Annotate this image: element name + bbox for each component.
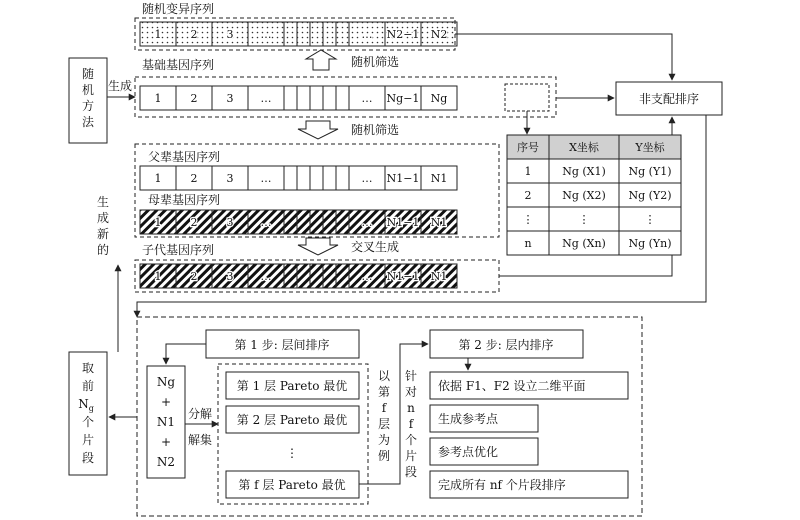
- random-select-label-2: 随机筛选: [351, 123, 400, 137]
- father-cell-label: …: [260, 172, 272, 185]
- father-cell-label: N1−1: [386, 172, 420, 185]
- mother-cell-label: …: [361, 216, 373, 229]
- base-title: 基础基因序列: [142, 58, 215, 72]
- layer-f-label: 第 f 层 Pareto 最优: [238, 478, 346, 492]
- child-cell: [323, 264, 336, 288]
- father-cell: [297, 166, 310, 190]
- child-cell: [284, 264, 297, 288]
- child-sequence: [140, 264, 457, 288]
- layer-2-label: 第 2 层 Pareto 最优: [236, 413, 348, 427]
- coordinate-table: [507, 135, 681, 255]
- base-cell-label: Ng: [430, 92, 448, 105]
- mutation-cell-label: 3: [226, 28, 234, 41]
- father-sequence: [140, 166, 457, 190]
- ng-highlight: [505, 84, 549, 111]
- mutation-cell: [336, 22, 349, 46]
- base-cell-label: 1: [154, 92, 162, 105]
- base-cell: [297, 86, 310, 110]
- mother-cell-label: N1−1: [386, 216, 420, 229]
- base-cell-label: Ng−1: [386, 92, 420, 105]
- table-cell-label: Ng (X1): [562, 165, 606, 178]
- to-step2-arrow: [359, 344, 428, 484]
- father-cell: [310, 166, 323, 190]
- down-hollow-arrow-2: [298, 238, 338, 255]
- mother-cell-label: N1: [430, 216, 448, 229]
- base-cell-label: 3: [226, 92, 234, 105]
- father-cell-label: 1: [154, 172, 162, 185]
- mutation-cell: [297, 22, 310, 46]
- mother-cell: [284, 210, 297, 234]
- cross-label: 交叉生成: [351, 240, 400, 254]
- base-cell: [310, 86, 323, 110]
- father-title: 父辈基因序列: [148, 150, 221, 164]
- base-cell: [284, 86, 297, 110]
- table-header-label: Y坐标: [635, 141, 665, 154]
- table-cell-label: Ng (Y2): [628, 189, 672, 202]
- table-cell-label: Ng (Y1): [628, 165, 672, 178]
- step2-item-1: 依据 F1、F2 设立二维平面: [438, 379, 586, 393]
- base-cell-label: …: [260, 92, 272, 105]
- mother-cell-label: 2: [190, 216, 198, 229]
- step2-item-3: 参考点优化: [438, 445, 499, 459]
- mother-cell: [336, 210, 349, 234]
- generate-new-label: [97, 194, 109, 257]
- decompose-label-1: 分解: [188, 407, 213, 421]
- table-cell-label: ⋮: [644, 213, 656, 226]
- child-cell-label: 2: [190, 270, 198, 283]
- table-cell-label: 2: [524, 189, 532, 202]
- father-cell-label: 2: [190, 172, 198, 185]
- child-cell-label: 3: [226, 270, 234, 283]
- generate-label: 生成: [108, 79, 133, 93]
- table-cell-label: ⋮: [522, 213, 534, 226]
- mutation-cell-label: 1: [154, 28, 162, 41]
- table-cell-label: n: [524, 237, 532, 250]
- population-line: +: [160, 435, 172, 449]
- mutation-cell-label: …: [260, 28, 272, 41]
- vt-target-text: 针对 n f 个片段: [404, 369, 418, 479]
- mother-cell: [310, 210, 323, 234]
- table-header-label: X坐标: [569, 141, 599, 154]
- random-select-label-1: 随机筛选: [351, 55, 400, 69]
- father-cell: [284, 166, 297, 190]
- layer-ellipsis: ⋮: [286, 446, 298, 460]
- child-cell: [336, 264, 349, 288]
- base-cell-label: 2: [190, 92, 198, 105]
- take-text: 取前 $N_g$ 个片段: [78, 361, 95, 465]
- table-cell-label: ⋮: [578, 213, 590, 226]
- decompose-label-2: 解集: [188, 433, 213, 447]
- mutation-title: 随机变异序列: [142, 2, 215, 16]
- mutation-cell: [284, 22, 297, 46]
- mutation-cell-label: …: [361, 28, 373, 41]
- mother-title: 母辈基因序列: [148, 193, 221, 207]
- population-line: Ng: [156, 375, 176, 389]
- child-cell-label: 1: [154, 270, 162, 283]
- up-hollow-arrow: [306, 50, 336, 70]
- child-cell-label: N1: [430, 270, 448, 283]
- child-title: 子代基因序列: [142, 243, 215, 257]
- table-cell-label: Ng (Yn): [628, 237, 672, 250]
- father-cell: [323, 166, 336, 190]
- vt-gennew-text: 生成新的: [96, 195, 110, 257]
- base-cell-label: …: [361, 92, 373, 105]
- mutation-to-sort-arrow: [455, 34, 672, 80]
- table-cell-label: Ng (X2): [562, 189, 606, 202]
- child-cell: [310, 264, 323, 288]
- table-header-label: 序号: [517, 141, 539, 154]
- mutation-cell-label: 2: [190, 28, 198, 41]
- father-cell-label: 3: [226, 172, 234, 185]
- mother-cell: [323, 210, 336, 234]
- step2-label: 第 2 步: 层内排序: [458, 338, 554, 352]
- step2-item-2: 生成参考点: [438, 412, 499, 426]
- mutation-cell-label: N2: [430, 28, 448, 41]
- step1-arrow: [166, 344, 206, 364]
- mother-cell-label: …: [260, 216, 272, 229]
- vt-example-text: 以第 f 层为例: [377, 369, 391, 463]
- father-cell-label: …: [361, 172, 373, 185]
- nondominated-label: 非支配排序: [638, 92, 700, 106]
- mother-sequence: [140, 210, 457, 234]
- base-cell: [336, 86, 349, 110]
- mother-cell-label: 3: [226, 216, 234, 229]
- mutation-cell-label: N2−1: [386, 28, 420, 41]
- mother-cell: [297, 210, 310, 234]
- table-cell-label: Ng (Xn): [562, 237, 606, 250]
- population-line: +: [160, 395, 172, 409]
- mother-cell-label: 1: [154, 216, 162, 229]
- base-sequence: [140, 86, 457, 110]
- child-cell-label: …: [260, 270, 272, 283]
- example-label: [378, 369, 391, 463]
- base-cell: [323, 86, 336, 110]
- step1-label: 第 1 步: 层间排序: [234, 338, 330, 352]
- mutation-cell: [310, 22, 323, 46]
- child-cell-label: N1−1: [386, 270, 420, 283]
- mutation-sequence: [140, 22, 457, 46]
- target-label: [405, 368, 417, 479]
- table-cell-label: 1: [524, 165, 532, 178]
- down-hollow-arrow-1: [298, 121, 338, 139]
- layer-1-label: 第 1 层 Pareto 最优: [236, 379, 348, 393]
- vt-random-text: 随机方法: [81, 67, 95, 129]
- mutation-cell: [323, 22, 336, 46]
- population-line: N2: [156, 455, 176, 469]
- population-line: N1: [156, 415, 176, 429]
- child-cell: [297, 264, 310, 288]
- step2-item-4: 完成所有 nf 个片段排序: [438, 478, 566, 492]
- father-cell-label: N1: [430, 172, 448, 185]
- father-cell: [336, 166, 349, 190]
- child-cell-label: …: [361, 270, 373, 283]
